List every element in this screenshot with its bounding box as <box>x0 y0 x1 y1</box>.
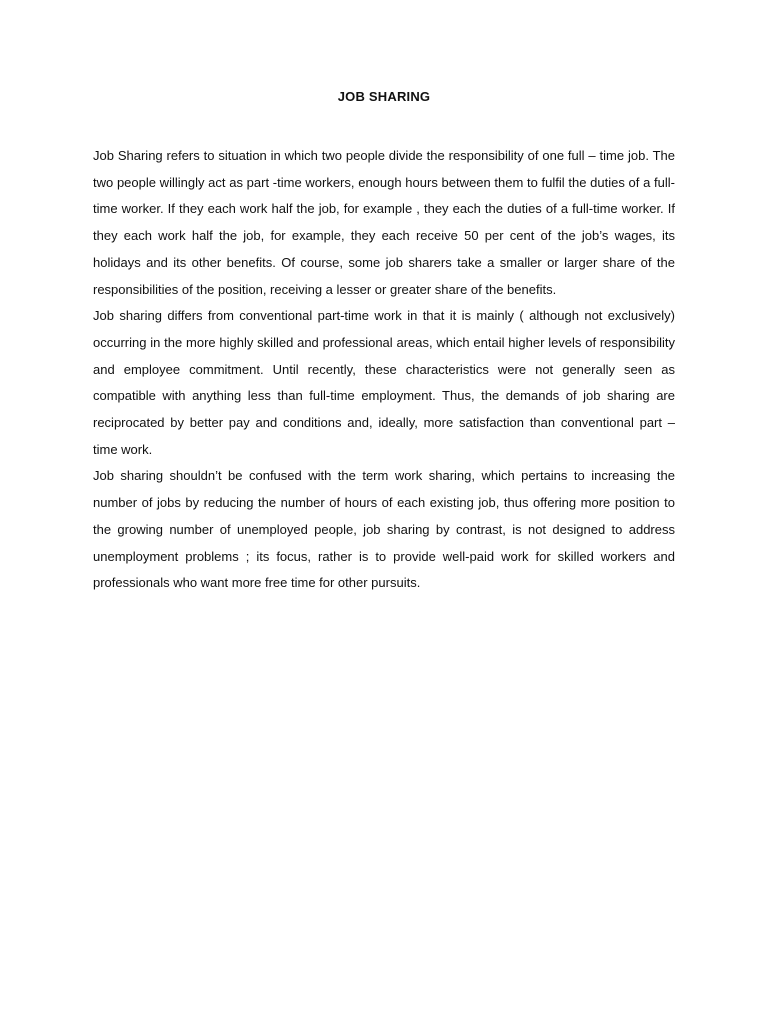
document-title: JOB SHARING <box>337 89 431 104</box>
document-body <box>93 143 675 597</box>
paragraph-3: Job sharing shouldn’t be confused with the term work sharing, which pertains to increasing the number of jobs by reducing the number of hours of each existing job, thus offering more position to the growing number of unemployed people, job sharing by contrast, is not designed to address unemployment problems ; its focus, rather is to provide well-paid work for skilled workers and professionals who want more free time for other pursuits. <box>93 468 675 591</box>
paragraph-1: Job Sharing refers to situation in which two people divide the responsibility of one full – time job. The two people willingly act as part -time workers, enough hours between them to fulfil the duties of a full-time worker. If they each work half the job, for example , they each the duties of a full-time worker. If they each work half the job, for example, they each receive 50 per cent of the job’s wages, its holidays and its other benefits. Of course, some job sharers take a smaller or larger share of the responsibilities of the position, receiving a lesser or greater share of the benefits. <box>93 148 675 297</box>
paragraph-2: Job sharing differs from conventional part-time work in that it is mainly ( although not exclusively) occurring in the more highly skilled and professional areas, which entail higher levels of responsibility and employee commitment. Until recently, these characteristics were not generally seen as compatible with anything less than full-time employment. Thus, the demands of job sharing are reciprocated by better pay and conditions and, ideally, more satisfaction than conventional part – time work. <box>93 308 675 457</box>
